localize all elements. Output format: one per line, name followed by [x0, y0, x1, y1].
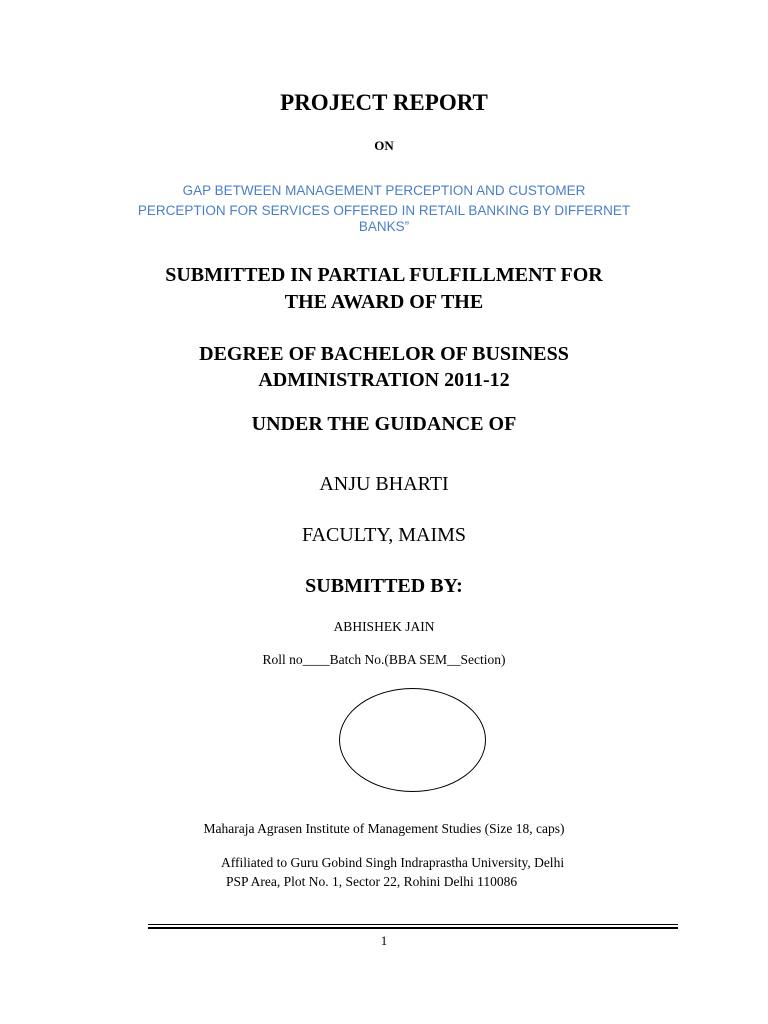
footer-rule-thin — [148, 924, 678, 925]
page-number: 1 — [380, 933, 388, 948]
address-line: PSP Area, Plot No. 1, Sector 22, Rohini Delhi 110086 — [226, 874, 518, 889]
topic-line-1: GAP BETWEEN MANAGEMENT PERCEPTION AND CUSTOMER — [182, 183, 586, 198]
student-name: ABHISHEK JAIN — [333, 619, 435, 634]
submission-line-1: SUBMITTED IN PARTIAL FULFILLMENT FOR — [165, 264, 603, 286]
guide-role: FACULTY, MAIMS — [301, 524, 467, 546]
on-label: ON — [374, 138, 394, 153]
report-title: PROJECT REPORT — [280, 90, 488, 115]
roll-batch-line: Roll no____Batch No.(BBA SEM__Section) — [262, 652, 506, 667]
degree-line-1: DEGREE OF BACHELOR OF BUSINESS — [199, 343, 569, 365]
institute-name: Maharaja Agrasen Institute of Management Studies (Size 18, caps) — [203, 821, 565, 836]
guide-name: ANJU BHARTI — [319, 473, 449, 495]
topic-line-2: PERCEPTION FOR SERVICES OFFERED IN RETAIL BANKING BY DIFFERNET — [137, 203, 631, 218]
footer-rule-thick — [148, 927, 678, 929]
submission-line-2: THE AWARD OF THE — [284, 291, 484, 313]
guidance-label: UNDER THE GUIDANCE OF — [251, 413, 517, 435]
affiliation-line: Affiliated to Guru Gobind Singh Indraprastha University, Delhi — [221, 855, 565, 870]
degree-line-2: ADMINISTRATION 2011-12 — [258, 369, 510, 391]
topic-line-3: BANKS” — [358, 219, 410, 234]
logo-placeholder-oval — [339, 688, 486, 792]
submitted-by-label: SUBMITTED BY: — [305, 575, 463, 597]
